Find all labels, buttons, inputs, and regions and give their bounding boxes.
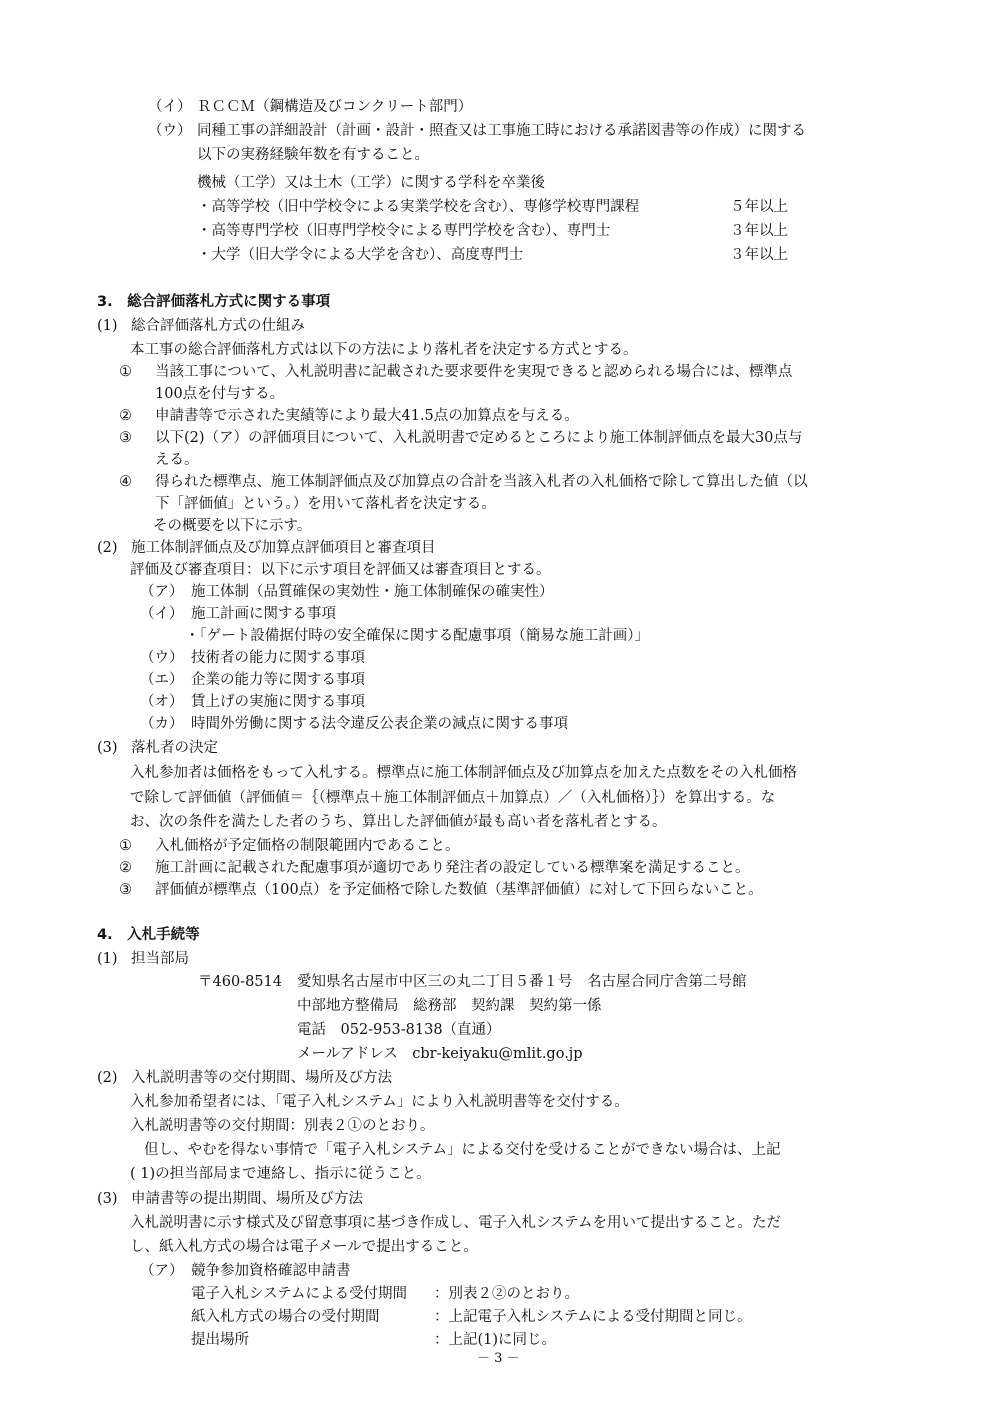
s4-sub1-label: (1): [97, 951, 118, 967]
list-item: [119, 362, 793, 382]
s4-sub3-text: 入札説明書に示す様式及び留意事項に基づき作成し、電子入札システムを用いて提出すること。ただ: [130, 1215, 782, 1231]
item-u-line2: 以下の実務経験年数を有すること。: [197, 147, 429, 163]
sub3-paragraph: で除して評価値（評価値＝｛（標準点＋施工体制評価点＋加算点）／（入札価格）｝）を算出する。な: [130, 790, 776, 806]
s4-sub1-heading: [97, 949, 189, 969]
condition-text: 評価値が標準点（100点）を予定価格で除した数値（基準評価値）に対して下回らないこと。: [155, 882, 763, 898]
submission-row: [191, 1284, 579, 1304]
list-num: ③: [119, 430, 132, 446]
list-num: ①: [119, 364, 132, 380]
item-u-label: （ウ）: [148, 123, 192, 139]
eval-text: 施工計画に関する事項: [191, 606, 336, 622]
submission-key: 電子入札システムによる受付期間: [191, 1286, 408, 1302]
list-num: ④: [119, 474, 132, 490]
s4-item-a-title: 競争参加資格確認申請書: [191, 1263, 351, 1279]
school-row: [197, 221, 788, 241]
eval-text: 施工体制（品質確保の実効性・施工体制確保の確実性）: [191, 584, 554, 600]
submission-value: ：上記(1)に同じ。: [434, 1332, 557, 1348]
submission-row: [191, 1330, 557, 1350]
school-years: ３年以上: [730, 247, 788, 263]
submission-key: 提出場所: [191, 1332, 249, 1348]
condition-num: ①: [119, 838, 132, 854]
s4-item-a-label: （ア）: [140, 1263, 184, 1279]
page-number: － 3 －: [477, 1351, 520, 1366]
school-row: [197, 245, 788, 265]
s4-sub2-text: 入札参加希望者には、「電子入札システム」により入札説明書等を交付する。: [130, 1094, 629, 1110]
s4-item-a: [140, 1261, 351, 1281]
s4-sub3-label: (3): [97, 1191, 118, 1207]
eval-item: [140, 582, 554, 602]
sub2-intro: 評価及び審査項目：以下に示す項目を評価又は審査項目とする。: [130, 562, 551, 578]
s4-sub2-text: ( 1)の担当部局まで連絡し、指示に従うこと。: [130, 1166, 431, 1182]
condition-item: [119, 858, 750, 878]
eval-label: （ウ）: [140, 650, 184, 666]
item-u-line1: 同種工事の詳細設計（計画・設計・照査又は工事施工時における承諾図書等の作成）に関する: [197, 123, 806, 139]
telephone: 電話 052-953-8138（直通）: [297, 1022, 501, 1038]
sub2-label: (2): [97, 540, 118, 556]
list-text: 得られた標準点、施工体制評価点及び加算点の合計を当該入札者の入札価格で除して算出した値（以: [155, 474, 808, 490]
submission-value: ：上記電子入札システムによる受付期間と同じ。: [434, 1309, 752, 1325]
s4-sub2-text: 但し、やむを得ない事情で「電子入札システム」による交付を受けることができない場合は、上記: [144, 1142, 781, 1158]
school-row: [197, 197, 788, 217]
eval-item: [140, 648, 365, 668]
sub3-heading: [97, 738, 218, 758]
list-item: [119, 406, 579, 426]
submission-value: ：別表２②のとおり。: [434, 1286, 579, 1302]
s4-sub3-text: し、紙入札方式の場合は電子メールで提出すること。: [130, 1239, 478, 1255]
s4-sub3-title: 申請書等の提出期間、場所及び方法: [131, 1191, 363, 1207]
submission-key: 紙入札方式の場合の受付期間: [191, 1309, 380, 1325]
list-text-cont: 100点を付与する。: [155, 386, 285, 402]
condition-item: [119, 836, 460, 856]
sub3-label: (3): [97, 740, 118, 756]
department: 中部地方整備局 総務部 契約課 契約第一係: [297, 998, 602, 1014]
eval-label: （エ）: [140, 672, 184, 688]
item-i-label: （イ）: [148, 99, 192, 115]
section3-heading: 3. 総合評価落札方式に関する事項: [97, 294, 331, 310]
s4-sub1-title: 担当部局: [131, 951, 189, 967]
list-text: 当該工事について、入札説明書に記載された要求要件を実現できると認められる場合には、標準点: [155, 364, 793, 380]
item-i-text: ＲＣＣＭ（鋼構造及びコンクリート部門）: [197, 99, 473, 115]
s4-sub2-heading: [97, 1068, 392, 1088]
item-i: [148, 97, 473, 117]
sub3-paragraph: お、次の条件を満たした者のうち、算出した評価値が最も高い者を落札者とする。: [130, 814, 667, 830]
school-years: ５年以上: [730, 199, 788, 215]
list-item: [119, 472, 808, 492]
eval-label: （カ）: [140, 716, 184, 732]
school-text: ・高等専門学校（旧専門学校令による専門学校を含む）、専門士: [197, 223, 611, 239]
list-item: [119, 428, 803, 448]
section4-heading: 4. 入札手続等: [97, 927, 200, 943]
school-years: ３年以上: [730, 223, 788, 239]
submission-row: [191, 1307, 752, 1327]
eval-item: [140, 714, 568, 734]
sub2-heading: [97, 538, 436, 558]
school-text: ・大学（旧大学令による大学を含む）、高度専門士: [197, 247, 524, 263]
eval-text: 企業の能力等に関する事項: [191, 672, 365, 688]
list-text-cont: える。: [155, 452, 199, 468]
eval-item: [140, 604, 336, 624]
condition-text: 入札価格が予定価格の制限範囲内であること。: [155, 838, 460, 854]
condition-num: ②: [119, 860, 132, 876]
eval-label: （オ）: [140, 694, 184, 710]
sub1-label: (1): [97, 318, 118, 334]
eval-item: [140, 670, 365, 690]
sub1-outro: その概要を以下に示す。: [153, 518, 312, 534]
sub1-intro: 本工事の総合評価落札方式は以下の方法により落札者を決定する方式とする。: [130, 342, 638, 358]
eval-text: 技術者の能力に関する事項: [191, 650, 365, 666]
email-address[interactable]: メールアドレス cbr-keiyaku@mlit.go.jp: [297, 1046, 583, 1062]
eval-text: 時間外労働に関する法令違反公表企業の減点に関する事項: [191, 716, 568, 732]
eval-text: 賃上げの実施に関する事項: [191, 694, 365, 710]
school-text: ・高等学校（旧中学校令による実業学校を含む）、専修学校専門課程: [197, 199, 640, 215]
list-text: 以下(2)（ア）の評価項目について、入札説明書で定めるところにより施工体制評価点を最大30点与: [155, 430, 803, 446]
list-text-cont: 下「評価値」という。）を用いて落札者を決定する。: [155, 496, 496, 512]
sub1-heading: [97, 316, 305, 336]
sub2-title: 施工体制評価点及び加算点評価項目と審査項目: [131, 540, 436, 556]
s4-sub3-heading: [97, 1189, 363, 1209]
sub3-title: 落札者の決定: [131, 740, 218, 756]
sub1-title: 総合評価落札方式の仕組み: [131, 318, 305, 334]
s4-sub2-text: 入札説明書等の交付期間：別表２①のとおり。: [130, 1118, 435, 1134]
eval-label: （ア）: [140, 584, 184, 600]
s4-sub2-label: (2): [97, 1070, 118, 1086]
s4-sub2-title: 入札説明書等の交付期間、場所及び方法: [131, 1070, 392, 1086]
item-u: [148, 121, 806, 141]
list-num: ②: [119, 408, 132, 424]
sub3-paragraph: 入札参加者は価格をもって入札する。標準点に施工体制評価点及び加算点を加えた点数をその入札価格: [130, 765, 797, 781]
eval-subitem: ・「ゲート設備据付時の安全確保に関する配慮事項（簡易な施工計画）」: [185, 628, 649, 644]
address-block: [198, 972, 747, 992]
address: 愛知県名古屋市中区三の丸二丁目５番１号 名古屋合同庁舎第二号館: [297, 974, 747, 990]
list-text: 申請書等で示された実績等により最大41.5点の加算点を与える。: [155, 408, 579, 424]
condition-text: 施工計画に記載された配慮事項が適切であり発注者の設定している標準案を満足すること。: [155, 860, 750, 876]
postal-code: 〒460-8514: [198, 974, 282, 990]
item-u-line3: 機械（工学）又は土木（工学）に関する学科を卒業後: [197, 175, 545, 191]
condition-item: [119, 880, 763, 900]
eval-item: [140, 692, 365, 712]
eval-label: （イ）: [140, 606, 184, 622]
condition-num: ③: [119, 882, 132, 898]
